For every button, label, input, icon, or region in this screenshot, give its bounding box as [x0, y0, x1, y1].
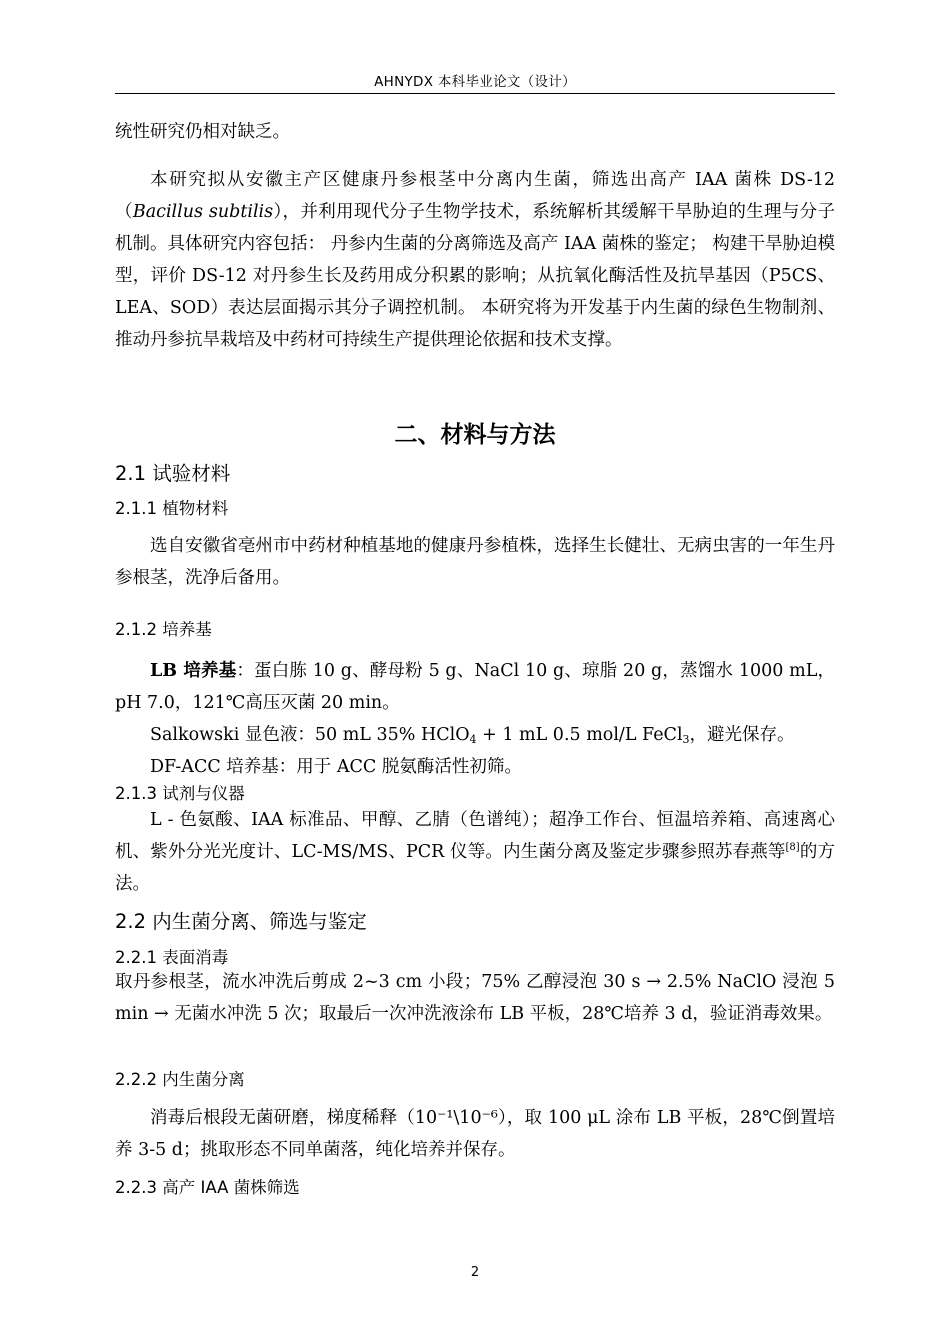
reagents-part2: 的方法。 — [115, 842, 835, 894]
reagents-part1: L - 色氨酸、IAA 标准品、甲醇、乙腈（色谱纯）；超净工作台、恒温培养箱、高速离心机、紫外分光光度计、LC-MS/MS、PCR 仪等。内生菌分离及鉴定步骤参照苏春燕等 — [115, 810, 835, 862]
section-title: 二、材料与方法 — [394, 422, 556, 448]
citation-ref: [8] — [785, 842, 800, 853]
species-name: Bacillus subtilis — [132, 202, 274, 222]
heading-2-1: 2.1 试验材料 — [115, 462, 231, 485]
salkowski-part2: + 1 mL 0.5 mol/L FeCl — [476, 725, 683, 745]
intro-text-part1: 本研究拟从安徽主产区健康丹参根茎中分离内生菌，筛选出高产 IAA 菌株 DS-12 （ — [115, 170, 835, 222]
heading-2-2-2: 2.2.2 内生菌分离 — [115, 1070, 245, 1089]
salkowski-subscript2: 3 — [682, 733, 690, 746]
header-divider — [115, 93, 835, 94]
intro-continuation: 统性研究仍相对缺乏。 — [115, 122, 290, 142]
heading-2-2-1: 2.2.1 表面消毒 — [115, 948, 229, 967]
reagents-text — [115, 804, 835, 900]
heading-2-1-1: 2.1.1 植物材料 — [115, 499, 229, 518]
heading-2-2: 2.2 内生菌分离、筛选与鉴定 — [115, 910, 367, 933]
salkowski-text — [115, 719, 835, 751]
salkowski-subscript1: 4 — [469, 733, 477, 746]
isolation-text: 消毒后根段无菌研磨，梯度稀释（10⁻¹\10⁻⁶），取 100 μL 涂布 LB 平板，28℃倒置培养 3-5 d；挑取形态不同单菌落，纯化培养并保存。 — [115, 1108, 835, 1160]
plant-material-text: 选自安徽省亳州市中药材种植基地的健康丹参植株，选择生长健壮、无病虫害的一年生丹参根茎，洗净后备用。 — [115, 536, 835, 588]
salkowski-part1: Salkowski 显色液：50 mL 35% HClO — [150, 725, 470, 745]
lb-medium-label: LB 培养基 — [150, 661, 237, 681]
disinfection-text: 取丹参根茎，流水冲洗后剪成 2~3 cm 小段；75% 乙醇浸泡 30 s → 2.5% NaClO 浸泡 5 min → 无菌水冲洗 5 次；取最后一次冲洗液涂布 LB 平板，28℃培养 3 d，验证消毒效果。 — [115, 972, 835, 1024]
running-header: AHNYDX 本科毕业论文（设计） — [374, 74, 576, 90]
heading-2-1-2: 2.1.2 培养基 — [115, 620, 212, 639]
lb-medium-text — [115, 655, 835, 719]
intro-text-part2: ），并利用现代分子生物学技术，系统解析其缓解干旱胁迫的生理与分子机制。具体研究内容包括： 丹参内生菌的分离筛选及高产 IAA 菌株的鉴定； 构建干旱胁迫模型，评价 DS-12 对丹参生长及药用成分积累的影响；从抗氧化酶活性及抗旱基因（P5CS、LEA、SOD）表达层面揭示其分子调控机制。 本研究将为开发基于内生菌的绿色生物制剂、推动丹参抗旱栽培及中药材可持续生产提供理论依据和技术支撑。 — [115, 202, 836, 350]
heading-2-1-3: 2.1.3 试剂与仪器 — [115, 784, 245, 803]
intro-paragraph — [115, 164, 835, 356]
heading-2-2-3: 2.2.3 高产 IAA 菌株筛选 — [115, 1178, 300, 1197]
salkowski-part3: ，避光保存。 — [689, 725, 795, 745]
dfacc-text: DF-ACC 培养基：用于 ACC 脱氨酶活性初筛。 — [150, 757, 522, 777]
lb-medium-recipe: ：蛋白胨 10 g、酵母粉 5 g、NaCl 10 g、琼脂 20 g，蒸馏水 1000 mL，pH 7.0，121℃高压灭菌 20 min。 — [115, 661, 835, 713]
page-number: 2 — [470, 1265, 480, 1280]
